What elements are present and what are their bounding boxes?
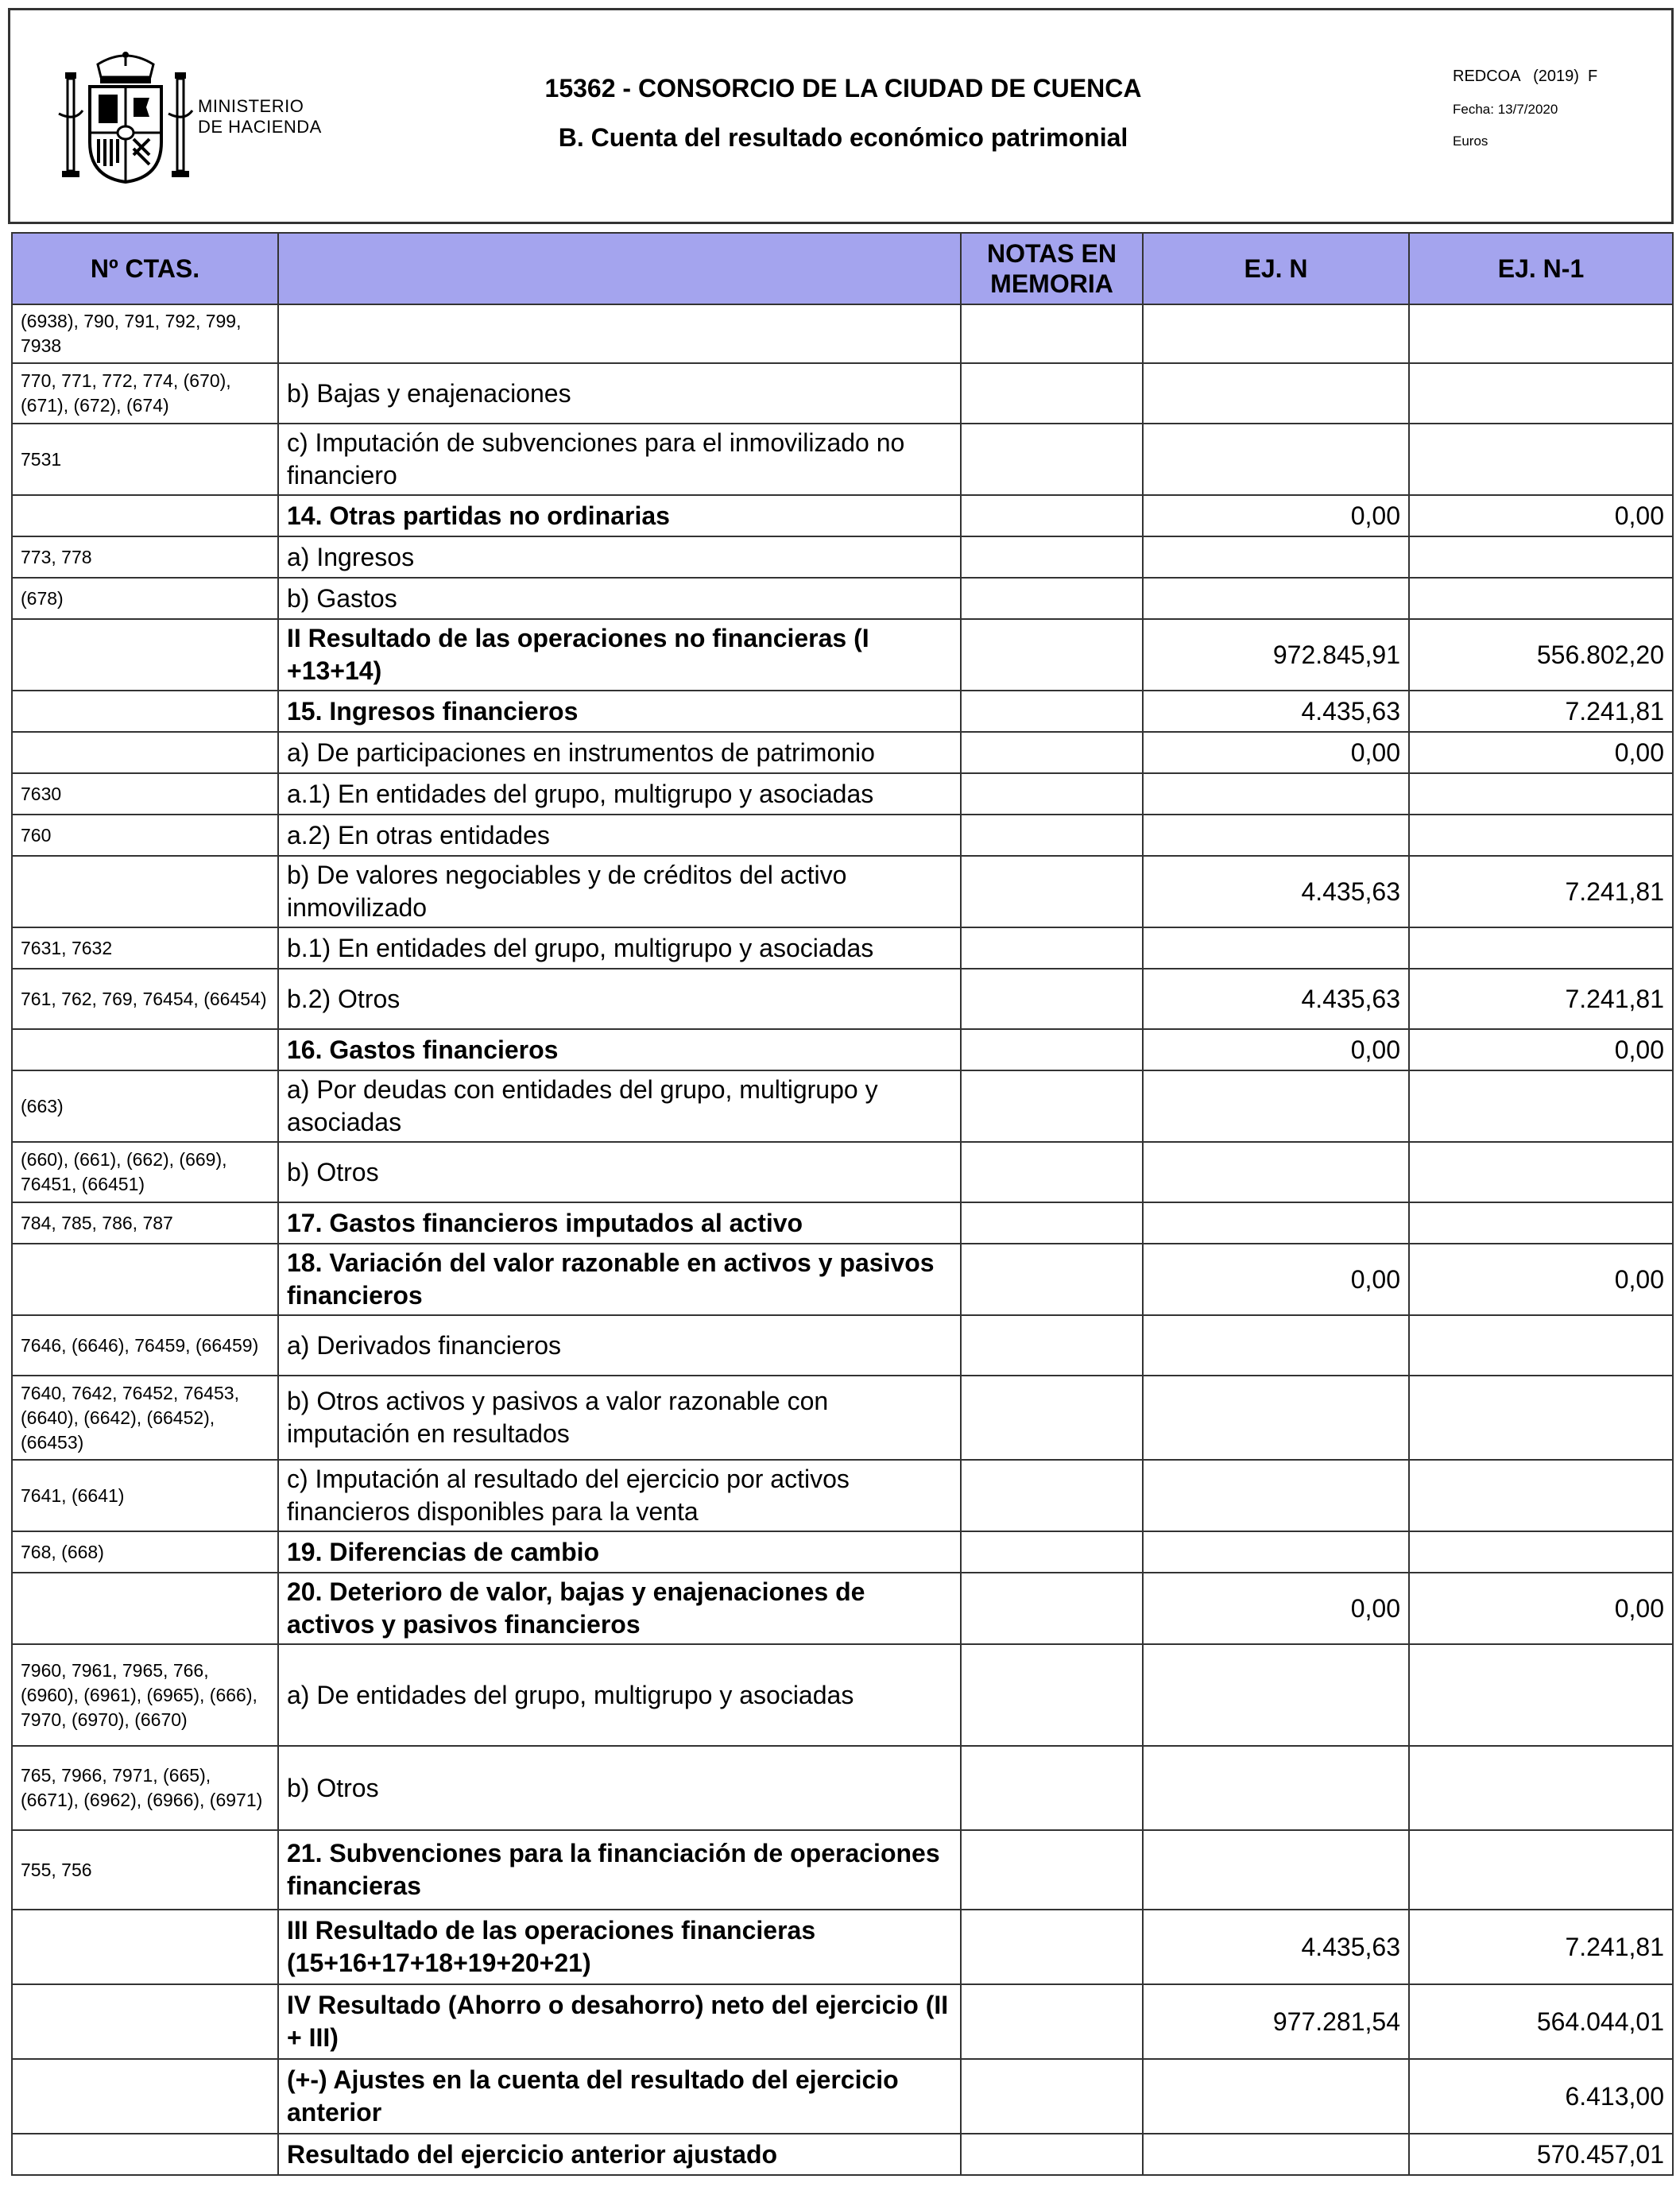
notes-cell: [961, 1142, 1143, 1202]
description-cell: b) Otros: [278, 1142, 961, 1202]
report-header: [8, 8, 1674, 224]
description-cell: (+-) Ajustes en la cuenta del resultado del ejercicio anterior: [278, 2059, 961, 2134]
account-codes-cell: (660), (661), (662), (669), 76451, (66451): [12, 1142, 278, 1202]
description-cell: a) Por deudas con entidades del grupo, multigrupo y asociadas: [278, 1070, 961, 1142]
account-codes-cell: [12, 1910, 278, 1984]
table-row: [12, 1029, 1673, 1070]
year-n1-value-cell: [1409, 363, 1673, 424]
account-codes-cell: 760: [12, 815, 278, 856]
notes-cell: [961, 1644, 1143, 1746]
year-n1-value-cell: [1409, 424, 1673, 495]
description-cell: a.1) En entidades del grupo, multigrupo y asociadas: [278, 773, 961, 815]
account-codes-cell: [12, 856, 278, 927]
year-n-value-cell: 0,00: [1143, 1573, 1409, 1644]
description-cell: 20. Deterioro de valor, bajas y enajenaciones de activos y pasivos financieros: [278, 1573, 961, 1644]
description-cell: 17. Gastos financieros imputados al activo: [278, 1202, 961, 1244]
year-n1-value-cell: 0,00: [1409, 1573, 1673, 1644]
description-cell: b) Gastos: [278, 578, 961, 619]
description-cell: c) Imputación al resultado del ejercicio por activos financieros disponibles para la venta: [278, 1460, 961, 1531]
account-codes-cell: 765, 7966, 7971, (665), (6671), (6962), (6966), (6971): [12, 1746, 278, 1830]
report-title: 15362 - CONSORCIO DE LA CIUDAD DE CUENCA: [544, 74, 1142, 103]
account-codes-cell: [12, 1029, 278, 1070]
notes-cell: [961, 856, 1143, 927]
table-row: [12, 1531, 1673, 1573]
table-row: [12, 732, 1673, 773]
year-n-value-cell: [1143, 1531, 1409, 1573]
table-row: [12, 1376, 1673, 1460]
year-n-value-cell: [1143, 1142, 1409, 1202]
notes-cell: [961, 304, 1143, 363]
account-codes-cell: (663): [12, 1070, 278, 1142]
year-n1-value-cell: [1409, 1460, 1673, 1531]
table-body: [12, 304, 1673, 2175]
year-n1-value-cell: 6.413,00: [1409, 2059, 1673, 2134]
account-codes-cell: 768, (668): [12, 1531, 278, 1573]
year-n1-value-cell: [1409, 536, 1673, 578]
year-n1-value-cell: [1409, 1531, 1673, 1573]
year-n-value-cell: 0,00: [1143, 1244, 1409, 1315]
description-cell: c) Imputación de subvenciones para el inmovilizado no financiero: [278, 424, 961, 495]
year-n1-value-cell: [1409, 1070, 1673, 1142]
report-code: REDCOA (2019) F: [1453, 68, 1598, 85]
notes-cell: [961, 1315, 1143, 1376]
notes-cell: [961, 1984, 1143, 2059]
notes-cell: [961, 927, 1143, 969]
table-row: [12, 363, 1673, 424]
year-n1-value-cell: [1409, 1202, 1673, 1244]
year-n1-value-cell: 7.241,81: [1409, 691, 1673, 732]
description-cell: b.1) En entidades del grupo, multigrupo y asociadas: [278, 927, 961, 969]
account-codes-cell: 7531: [12, 424, 278, 495]
notes-cell: [961, 495, 1143, 536]
year-n1-value-cell: [1409, 773, 1673, 815]
year-n-value-cell: [1143, 363, 1409, 424]
table-row: [12, 1644, 1673, 1746]
year-n1-value-cell: 0,00: [1409, 495, 1673, 536]
col-header-description: [278, 233, 961, 304]
year-n-value-cell: 977.281,54: [1143, 1984, 1409, 2059]
account-codes-cell: 7631, 7632: [12, 927, 278, 969]
notes-cell: [961, 1070, 1143, 1142]
notes-cell: [961, 1376, 1143, 1460]
account-codes-cell: [12, 495, 278, 536]
account-codes-cell: (6938), 790, 791, 792, 799, 7938: [12, 304, 278, 363]
year-n-value-cell: 0,00: [1143, 1029, 1409, 1070]
year-n-value-cell: [1143, 1202, 1409, 1244]
year-n-value-cell: [1143, 1460, 1409, 1531]
account-codes-cell: 773, 778: [12, 536, 278, 578]
table-row: [12, 578, 1673, 619]
description-cell: b) Otros activos y pasivos a valor razonable con imputación en resultados: [278, 1376, 961, 1460]
description-cell: a) De entidades del grupo, multigrupo y asociadas: [278, 1644, 961, 1746]
table-row: [12, 1202, 1673, 1244]
notes-cell: [961, 2059, 1143, 2134]
notes-cell: [961, 2134, 1143, 2175]
year-n1-value-cell: 570.457,01: [1409, 2134, 1673, 2175]
account-codes-cell: 7640, 7642, 76452, 76453, (6640), (6642), (66452), (66453): [12, 1376, 278, 1460]
year-n-value-cell: [1143, 1376, 1409, 1460]
description-cell: 15. Ingresos financieros: [278, 691, 961, 732]
description-cell: a) Derivados financieros: [278, 1315, 961, 1376]
table-row: [12, 304, 1673, 363]
notes-cell: [961, 732, 1143, 773]
notes-cell: [961, 1029, 1143, 1070]
description-cell: b) Otros: [278, 1746, 961, 1830]
year-n-value-cell: 0,00: [1143, 732, 1409, 773]
description-cell: a.2) En otras entidades: [278, 815, 961, 856]
notes-cell: [961, 1573, 1143, 1644]
year-n-value-cell: [1143, 2134, 1409, 2175]
description-cell: 18. Variación del valor razonable en activos y pasivos financieros: [278, 1244, 961, 1315]
account-codes-cell: [12, 732, 278, 773]
description-cell: Resultado del ejercicio anterior ajustado: [278, 2134, 961, 2175]
table-row: [12, 1746, 1673, 1830]
account-codes-cell: [12, 2059, 278, 2134]
year-n1-value-cell: [1409, 927, 1673, 969]
year-n-value-cell: [1143, 815, 1409, 856]
year-n1-value-cell: [1409, 1830, 1673, 1910]
description-cell: 16. Gastos financieros: [278, 1029, 961, 1070]
year-n-value-cell: 0,00: [1143, 495, 1409, 536]
description-cell: 14. Otras partidas no ordinarias: [278, 495, 961, 536]
description-cell: 19. Diferencias de cambio: [278, 1531, 961, 1573]
year-n-value-cell: [1143, 927, 1409, 969]
col-header-year-n1: EJ. N-1: [1409, 233, 1673, 304]
year-n-value-cell: [1143, 578, 1409, 619]
year-n-value-cell: [1143, 536, 1409, 578]
account-codes-cell: 770, 771, 772, 774, (670), (671), (672), (674): [12, 363, 278, 424]
year-n1-value-cell: 0,00: [1409, 732, 1673, 773]
income-statement-table: [11, 232, 1674, 2176]
table-row: [12, 2059, 1673, 2134]
description-cell: a) Ingresos: [278, 536, 961, 578]
year-n-value-cell: 972.845,91: [1143, 619, 1409, 691]
col-header-year-n: EJ. N: [1143, 233, 1409, 304]
notes-cell: [961, 1244, 1143, 1315]
year-n1-value-cell: [1409, 1644, 1673, 1746]
notes-cell: [961, 815, 1143, 856]
account-codes-cell: 7641, (6641): [12, 1460, 278, 1531]
year-n-value-cell: [1143, 1644, 1409, 1746]
notes-cell: [961, 424, 1143, 495]
description-cell: II Resultado de las operaciones no financieras (I +13+14): [278, 619, 961, 691]
table-row: [12, 424, 1673, 495]
account-codes-cell: [12, 1573, 278, 1644]
year-n-value-cell: 4.435,63: [1143, 691, 1409, 732]
table-row: [12, 1315, 1673, 1376]
year-n-value-cell: [1143, 1746, 1409, 1830]
description-cell: b.2) Otros: [278, 969, 961, 1029]
table-row: [12, 495, 1673, 536]
col-header-notes: NOTAS EN MEMORIA: [961, 233, 1143, 304]
notes-cell: [961, 1202, 1143, 1244]
account-codes-cell: 755, 756: [12, 1830, 278, 1910]
table-row: [12, 927, 1673, 969]
account-codes-cell: [12, 1984, 278, 2059]
year-n-value-cell: [1143, 424, 1409, 495]
table-header-row: [12, 233, 1673, 304]
notes-cell: [961, 1910, 1143, 1984]
description-cell: b) De valores negociables y de créditos del activo inmovilizado: [278, 856, 961, 927]
year-n1-value-cell: [1409, 578, 1673, 619]
description-cell: 21. Subvenciones para la financiación de operaciones financieras: [278, 1830, 961, 1910]
table-row: [12, 969, 1673, 1029]
year-n1-value-cell: 556.802,20: [1409, 619, 1673, 691]
year-n-value-cell: [1143, 1830, 1409, 1910]
table-row: [12, 1573, 1673, 1644]
notes-cell: [961, 773, 1143, 815]
table-row: [12, 1142, 1673, 1202]
account-codes-cell: 784, 785, 786, 787: [12, 1202, 278, 1244]
notes-cell: [961, 969, 1143, 1029]
description-cell: [278, 304, 961, 363]
account-codes-cell: [12, 691, 278, 732]
year-n1-value-cell: 7.241,81: [1409, 856, 1673, 927]
table-row: [12, 536, 1673, 578]
table-row: [12, 619, 1673, 691]
notes-cell: [961, 578, 1143, 619]
year-n1-value-cell: [1409, 304, 1673, 363]
description-cell: III Resultado de las operaciones financieras (15+16+17+18+19+20+21): [278, 1910, 961, 1984]
report-date: Fecha: 13/7/2020: [1453, 102, 1558, 117]
account-codes-cell: 761, 762, 769, 76454, (66454): [12, 969, 278, 1029]
ministry-line-2: DE HACIENDA: [198, 117, 322, 137]
table-row: [12, 1910, 1673, 1984]
account-codes-cell: [12, 2134, 278, 2175]
account-codes-cell: 7630: [12, 773, 278, 815]
table-row: [12, 1244, 1673, 1315]
ministry-line-1: MINISTERIO: [198, 96, 304, 116]
description-cell: IV Resultado (Ahorro o desahorro) neto del ejercicio (II + III): [278, 1984, 961, 2059]
notes-cell: [961, 1830, 1143, 1910]
year-n1-value-cell: 7.241,81: [1409, 969, 1673, 1029]
table-row: [12, 2134, 1673, 2175]
account-codes-cell: 7646, (6646), 76459, (66459): [12, 1315, 278, 1376]
description-cell: a) De participaciones en instrumentos de patrimonio: [278, 732, 961, 773]
year-n-value-cell: [1143, 2059, 1409, 2134]
year-n1-value-cell: 564.044,01: [1409, 1984, 1673, 2059]
account-codes-cell: (678): [12, 578, 278, 619]
table-row: [12, 1460, 1673, 1531]
report-subtitle: B. Cuenta del resultado económico patrimonial: [558, 123, 1128, 152]
year-n1-value-cell: 0,00: [1409, 1029, 1673, 1070]
table-row: [12, 1070, 1673, 1142]
year-n1-value-cell: [1409, 1142, 1673, 1202]
year-n1-value-cell: 7.241,81: [1409, 1910, 1673, 1984]
account-codes-cell: [12, 619, 278, 691]
table-row: [12, 691, 1673, 732]
notes-cell: [961, 1460, 1143, 1531]
year-n-value-cell: 4.435,63: [1143, 1910, 1409, 1984]
year-n-value-cell: [1143, 1315, 1409, 1376]
table-row: [12, 856, 1673, 927]
notes-cell: [961, 619, 1143, 691]
year-n-value-cell: [1143, 773, 1409, 815]
year-n-value-cell: [1143, 304, 1409, 363]
col-header-accounts: Nº CTAS.: [12, 233, 278, 304]
year-n-value-cell: 4.435,63: [1143, 856, 1409, 927]
table-row: [12, 815, 1673, 856]
description-cell: b) Bajas y enajenaciones: [278, 363, 961, 424]
report-meta: [1453, 68, 1597, 165]
notes-cell: [961, 691, 1143, 732]
year-n1-value-cell: [1409, 1376, 1673, 1460]
notes-cell: [961, 1531, 1143, 1573]
year-n1-value-cell: [1409, 815, 1673, 856]
year-n-value-cell: [1143, 1070, 1409, 1142]
table-row: [12, 773, 1673, 815]
year-n1-value-cell: 0,00: [1409, 1244, 1673, 1315]
notes-cell: [961, 536, 1143, 578]
year-n-value-cell: 4.435,63: [1143, 969, 1409, 1029]
table-row: [12, 1830, 1673, 1910]
year-n1-value-cell: [1409, 1315, 1673, 1376]
notes-cell: [961, 363, 1143, 424]
account-codes-cell: 7960, 7961, 7965, 766, (6960), (6961), (6965), (666), 7970, (6970), (6670): [12, 1644, 278, 1746]
table-row: [12, 1984, 1673, 2059]
notes-cell: [961, 1746, 1143, 1830]
year-n1-value-cell: [1409, 1746, 1673, 1830]
account-codes-cell: [12, 1244, 278, 1315]
report-currency: Euros: [1453, 134, 1488, 149]
